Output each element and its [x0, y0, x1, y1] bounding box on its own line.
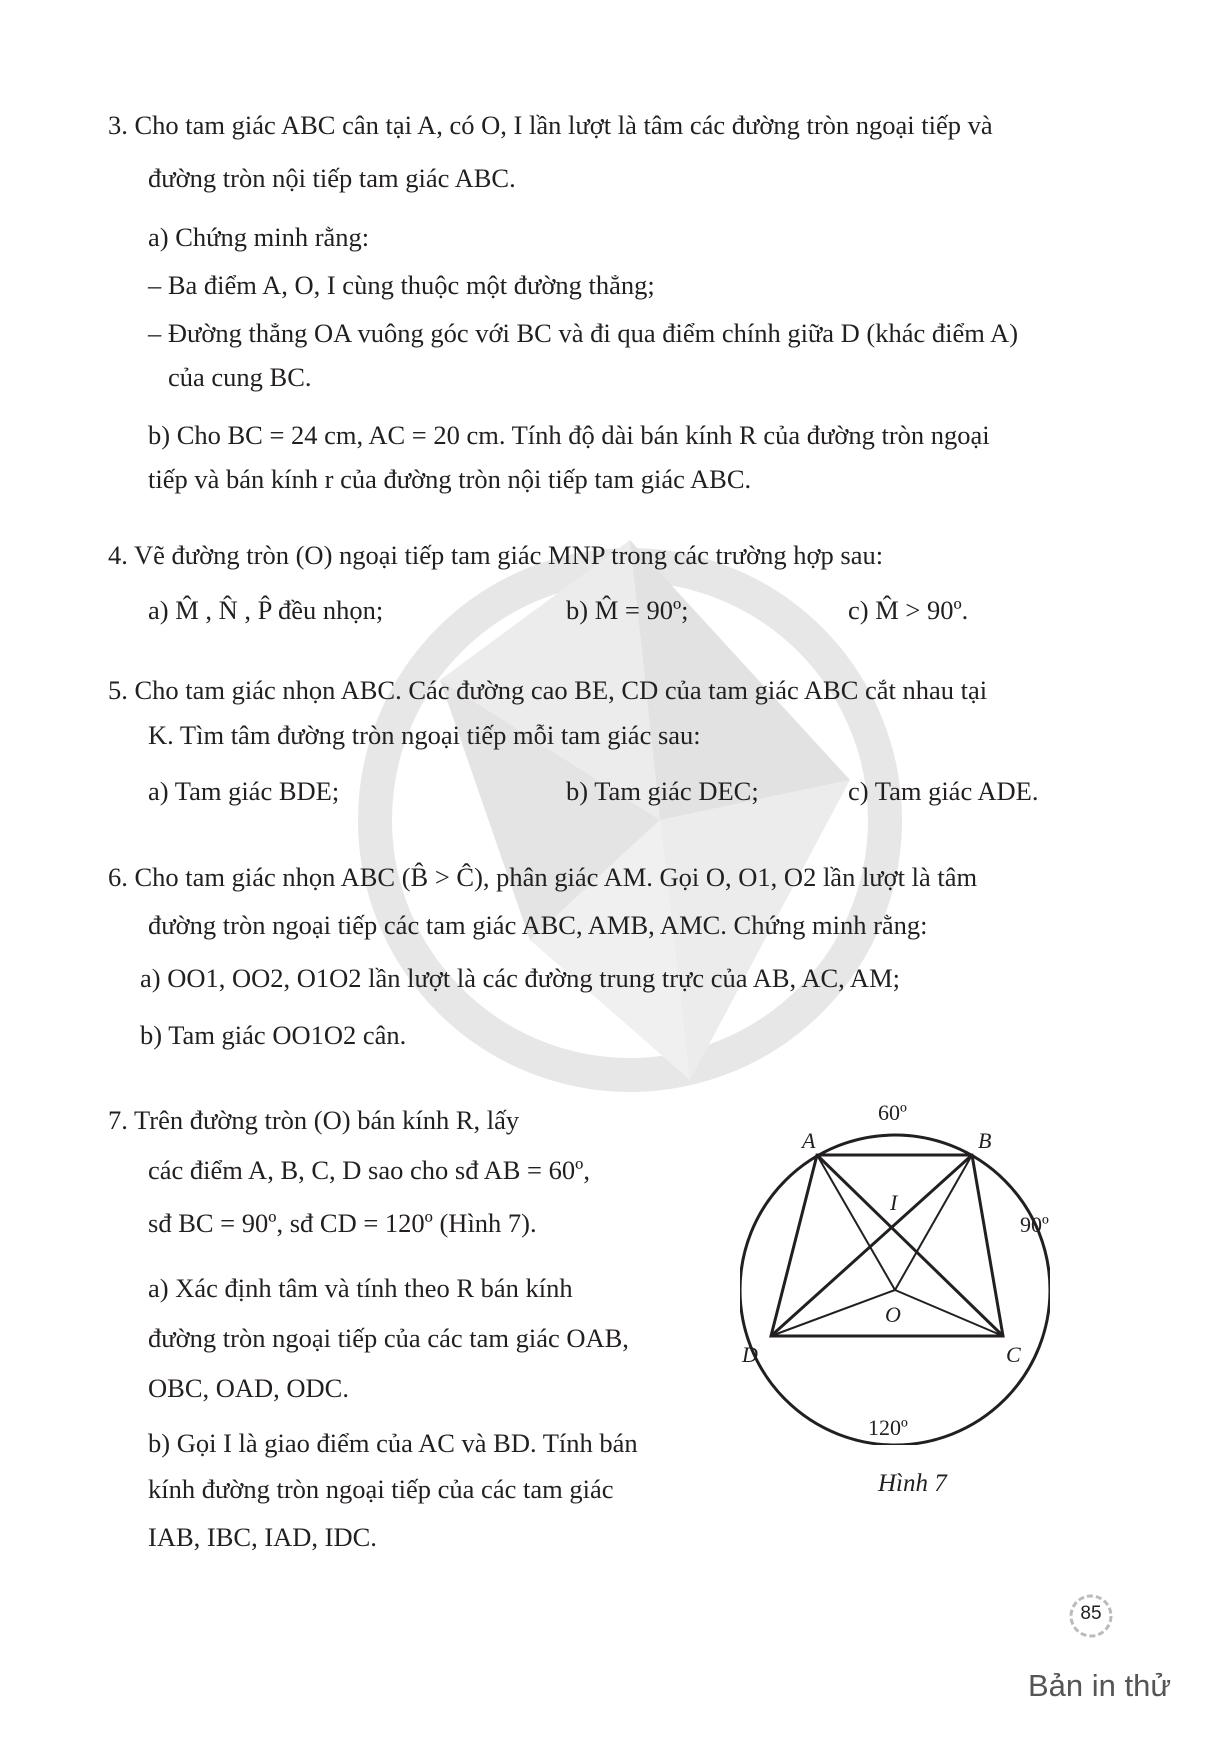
- problem-4c: c) M̂ > 90º.: [848, 595, 969, 625]
- problem-4a: a) M̂ , N̂ , P̂ đều nhọn;: [148, 595, 384, 625]
- diagonal-bd: [771, 1155, 972, 1336]
- problem-7a-line-2: đường tròn ngoại tiếp của các tam giác OAB,: [148, 1323, 629, 1353]
- problem-3-line-2: đường tròn nội tiếp tam giác ABC.: [148, 163, 516, 193]
- segment-od: [771, 1290, 895, 1336]
- label-d: D: [742, 1342, 758, 1367]
- segment-oc: [895, 1290, 1003, 1336]
- problem-5c: c) Tam giác ADE.: [848, 776, 1039, 806]
- problem-3b-line-1: b) Cho BC = 24 cm, AC = 20 cm. Tính độ dài bán kính R của đường tròn ngoại: [148, 420, 990, 450]
- problem-3b-line-2: tiếp và bán kính r của đường tròn nội tiếp tam giác ABC.: [148, 464, 752, 494]
- problem-3a-item-1: – Ba điểm A, O, I cùng thuộc một đường thẳng;: [148, 270, 655, 300]
- label-o: O: [885, 1302, 901, 1327]
- figure-7-diagram: [740, 1100, 1050, 1445]
- problem-5-line-1: 5. Cho tam giác nhọn ABC. Các đường cao BE, CD của tam giác ABC cắt nhau tại: [108, 675, 988, 705]
- problem-3-line-1: 3. Cho tam giác ABC cân tại A, có O, I lần lượt là tâm các đường tròn ngoại tiếp và: [108, 110, 993, 140]
- label-i: I: [890, 1190, 898, 1215]
- problem-3a-item-2-line-1: – Đường thẳng OA vuông góc với BC và đi qua điểm chính giữa D (khác điểm A): [148, 318, 1019, 348]
- problem-4b: b) M̂ = 90º;: [566, 595, 689, 625]
- problem-6-line-1: 6. Cho tam giác nhọn ABC (B̂ > Ĉ), phân giác AM. Gọi O, O1, O2 lần lượt là tâm: [108, 862, 978, 892]
- problem-3a-item-2-line-2: của cung BC.: [168, 362, 312, 392]
- figure-caption: Hình 7: [878, 1470, 947, 1497]
- arc-cd-measure: 120º: [868, 1415, 908, 1440]
- problem-6a: a) OO1, OO2, O1O2 lần lượt là các đường trung trực của AB, AC, AM;: [140, 963, 900, 993]
- segment-oa: [817, 1155, 895, 1290]
- problem-7b-line-2: kính đường tròn ngoại tiếp của các tam giác: [148, 1474, 614, 1504]
- label-c: C: [1006, 1342, 1021, 1367]
- problem-7-line-3: sđ BC = 90º, sđ CD = 120º (Hình 7).: [148, 1208, 537, 1238]
- page-number: 85: [1080, 1603, 1102, 1624]
- arc-bc-measure: 90º: [1020, 1212, 1049, 1237]
- problem-7b-line-3: IAB, IBC, IAD, IDC.: [148, 1522, 377, 1552]
- arc-ab-measure: 60º: [878, 1100, 907, 1125]
- problem-5-line-2: K. Tìm tâm đường tròn ngoại tiếp mỗi tam giác sau:: [148, 720, 701, 750]
- footer-draft-label: Bản in thử: [1028, 1668, 1172, 1703]
- problem-7-line-1: 7. Trên đường tròn (O) bán kính R, lấy: [108, 1105, 520, 1135]
- problem-7b-line-1: b) Gọi I là giao điểm của AC và BD. Tính bán: [148, 1428, 638, 1458]
- problem-6-line-2: đường tròn ngoại tiếp các tam giác ABC, AMB, AMC. Chứng minh rằng:: [148, 910, 928, 940]
- label-a: A: [802, 1128, 816, 1153]
- problem-7-line-2: các điểm A, B, C, D sao cho sđ AB = 60º,: [148, 1155, 590, 1185]
- problem-6b: b) Tam giác OO1O2 cân.: [140, 1020, 407, 1050]
- problem-5b: b) Tam giác DEC;: [566, 776, 759, 806]
- problem-3a-heading: a) Chứng minh rằng:: [148, 222, 370, 252]
- problem-5a: a) Tam giác BDE;: [148, 776, 340, 806]
- label-b: B: [978, 1128, 992, 1153]
- problem-7a-line-3: OBC, OAD, ODC.: [148, 1373, 349, 1403]
- problem-7a-line-1: a) Xác định tâm và tính theo R bán kính: [148, 1273, 573, 1303]
- problem-4-line-1: 4. Vẽ đường tròn (O) ngoại tiếp tam giác MNP trong các trường hợp sau:: [108, 540, 884, 570]
